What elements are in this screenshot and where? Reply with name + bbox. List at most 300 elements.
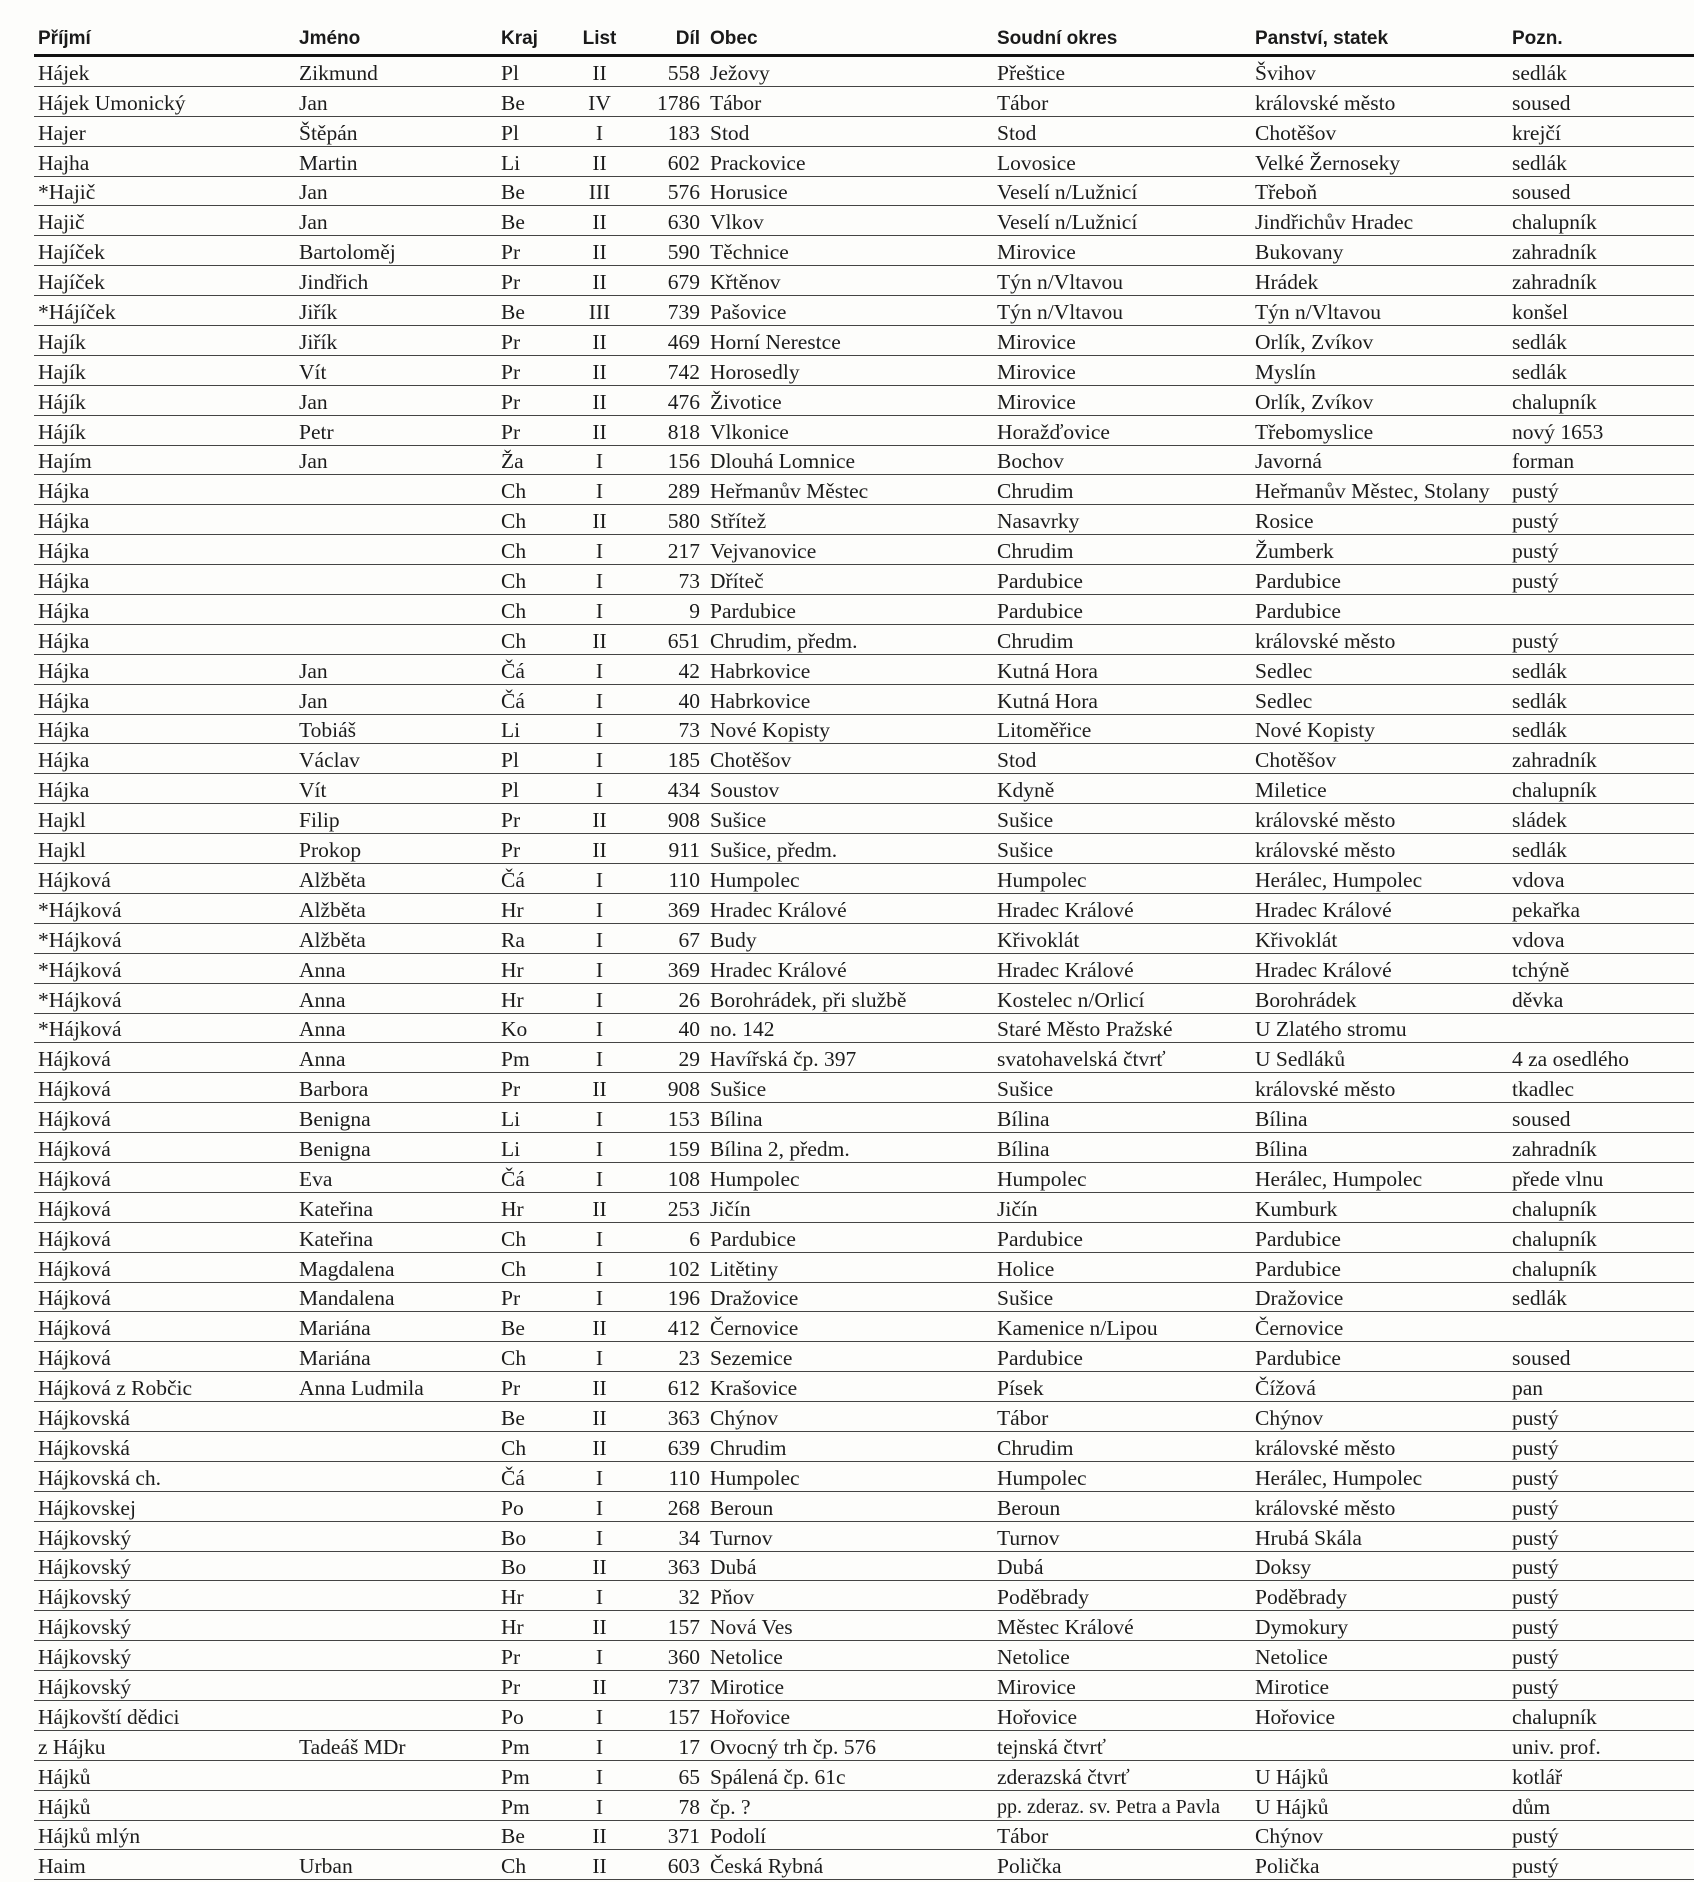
- table-row: [34, 1760, 1694, 1790]
- municipality-cell: Hořovice: [706, 1700, 993, 1730]
- district-cell: Pardubice: [993, 565, 1251, 595]
- municipality-cell: Prackovice: [706, 146, 993, 176]
- part-cell: 576: [631, 176, 706, 206]
- note-cell: soused: [1508, 176, 1694, 206]
- region-cell: Ch: [497, 1342, 568, 1372]
- municipality-cell: Bílina: [706, 1103, 993, 1133]
- surname-cell: Hájková: [34, 1342, 295, 1372]
- part-cell: 157: [631, 1700, 706, 1730]
- first-name-cell: Vít: [295, 774, 497, 804]
- estate-cell: Poděbrady: [1251, 1581, 1508, 1611]
- region-cell: Be: [497, 176, 568, 206]
- note-cell: [1508, 1013, 1694, 1043]
- surname-cell: *Hájíček: [34, 296, 295, 326]
- district-cell: Humpolec: [993, 1162, 1251, 1192]
- table-row: [34, 1730, 1694, 1760]
- district-cell: Bílina: [993, 1103, 1251, 1133]
- sheet-cell: II: [568, 505, 631, 535]
- table-row: [34, 1013, 1694, 1043]
- surname-cell: *Hájková: [34, 953, 295, 983]
- district-cell: Litoměřice: [993, 714, 1251, 744]
- sheet-cell: I: [568, 1730, 631, 1760]
- part-cell: 908: [631, 1073, 706, 1103]
- part-cell: 73: [631, 565, 706, 595]
- table-row: [34, 236, 1694, 266]
- estate-cell: Čížová: [1251, 1372, 1508, 1402]
- note-cell: sedlák: [1508, 1282, 1694, 1312]
- table-row: [34, 1581, 1694, 1611]
- table-row: [34, 1641, 1694, 1671]
- surname-cell: Hájek: [34, 56, 295, 87]
- part-cell: 108: [631, 1162, 706, 1192]
- part-cell: 580: [631, 505, 706, 535]
- table-row: [34, 1850, 1694, 1880]
- region-cell: Pm: [497, 1730, 568, 1760]
- district-cell: pp. zderaz. sv. Petra a Pavla: [993, 1790, 1251, 1820]
- note-cell: pan: [1508, 1372, 1694, 1402]
- municipality-cell: Chotěšov: [706, 744, 993, 774]
- note-cell: pustý: [1508, 1611, 1694, 1641]
- table-row: [34, 1252, 1694, 1282]
- part-cell: 156: [631, 445, 706, 475]
- table-row: [34, 535, 1694, 565]
- part-cell: 590: [631, 236, 706, 266]
- municipality-cell: Křtěnov: [706, 266, 993, 296]
- region-cell: Ch: [497, 595, 568, 625]
- surname-cell: Hájkovský: [34, 1581, 295, 1611]
- note-cell: nový 1653: [1508, 415, 1694, 445]
- municipality-cell: Beroun: [706, 1491, 993, 1521]
- first-name-cell: Anna: [295, 953, 497, 983]
- estate-cell: [1251, 1730, 1508, 1760]
- surname-cell: Hajer: [34, 116, 295, 146]
- municipality-cell: Turnov: [706, 1521, 993, 1551]
- first-name-cell: Martin: [295, 146, 497, 176]
- surname-cell: Hájkovskej: [34, 1491, 295, 1521]
- table-row: [34, 505, 1694, 535]
- first-name-cell: Alžběta: [295, 893, 497, 923]
- municipality-cell: Horosedly: [706, 355, 993, 385]
- municipality-cell: Habrkovice: [706, 654, 993, 684]
- note-cell: [1508, 1312, 1694, 1342]
- estate-cell: Křivoklát: [1251, 923, 1508, 953]
- region-cell: Hr: [497, 893, 568, 923]
- estate-cell: Chýnov: [1251, 1820, 1508, 1850]
- sheet-cell: I: [568, 953, 631, 983]
- municipality-cell: Chýnov: [706, 1402, 993, 1432]
- estate-cell: Chotěšov: [1251, 744, 1508, 774]
- part-cell: 558: [631, 56, 706, 87]
- district-cell: Pardubice: [993, 595, 1251, 625]
- estate-cell: Třeboň: [1251, 176, 1508, 206]
- sheet-cell: I: [568, 1103, 631, 1133]
- first-name-cell: Filip: [295, 804, 497, 834]
- region-cell: Čá: [497, 654, 568, 684]
- note-cell: sedlák: [1508, 56, 1694, 87]
- surname-cell: Hájková: [34, 1043, 295, 1073]
- region-cell: Ch: [497, 535, 568, 565]
- municipality-cell: Horusice: [706, 176, 993, 206]
- region-cell: Pr: [497, 834, 568, 864]
- table-row: [34, 445, 1694, 475]
- region-cell: Po: [497, 1700, 568, 1730]
- region-cell: Čá: [497, 864, 568, 894]
- part-cell: 78: [631, 1790, 706, 1820]
- note-cell: 4 za osedlého: [1508, 1043, 1694, 1073]
- estate-cell: Kumburk: [1251, 1192, 1508, 1222]
- surname-cell: Hájkovská: [34, 1402, 295, 1432]
- region-cell: Pm: [497, 1760, 568, 1790]
- part-cell: 217: [631, 535, 706, 565]
- estate-cell: Orlík, Zvíkov: [1251, 326, 1508, 356]
- first-name-cell: [295, 1431, 497, 1461]
- table-row: [34, 385, 1694, 415]
- first-name-cell: Mariána: [295, 1312, 497, 1342]
- estate-cell: Heřmanův Městec, Stolany: [1251, 475, 1508, 505]
- surname-cell: Hájkovský: [34, 1521, 295, 1551]
- sheet-cell: II: [568, 1402, 631, 1432]
- surname-cell: Hájka: [34, 684, 295, 714]
- sheet-cell: I: [568, 595, 631, 625]
- sheet-cell: II: [568, 1312, 631, 1342]
- district-cell: Sušice: [993, 1073, 1251, 1103]
- table-row: [34, 1551, 1694, 1581]
- district-cell: Mirovice: [993, 385, 1251, 415]
- table-row: [34, 1043, 1694, 1073]
- municipality-cell: Pašovice: [706, 296, 993, 326]
- table-row: [34, 744, 1694, 774]
- note-cell: sedlák: [1508, 654, 1694, 684]
- table-row: [34, 1820, 1694, 1850]
- sheet-cell: II: [568, 266, 631, 296]
- region-cell: Ch: [497, 1431, 568, 1461]
- region-cell: Be: [497, 86, 568, 116]
- sheet-cell: III: [568, 176, 631, 206]
- header-district: Soudní okres: [993, 26, 1251, 56]
- estate-cell: U Zlatého stromu: [1251, 1013, 1508, 1043]
- note-cell: forman: [1508, 445, 1694, 475]
- region-cell: Ch: [497, 475, 568, 505]
- surname-cell: Hájková: [34, 864, 295, 894]
- estate-cell: Hořovice: [1251, 1700, 1508, 1730]
- region-cell: Pl: [497, 56, 568, 87]
- district-cell: Sušice: [993, 804, 1251, 834]
- region-cell: Hr: [497, 1192, 568, 1222]
- table-row: [34, 654, 1694, 684]
- municipality-cell: Vlkonice: [706, 415, 993, 445]
- part-cell: 612: [631, 1372, 706, 1402]
- estate-cell: Mirotice: [1251, 1671, 1508, 1701]
- first-name-cell: Urban: [295, 1850, 497, 1880]
- table-row: [34, 1162, 1694, 1192]
- district-cell: Kutná Hora: [993, 654, 1251, 684]
- region-cell: Hr: [497, 1581, 568, 1611]
- header-region: Kraj: [497, 26, 568, 56]
- part-cell: 602: [631, 146, 706, 176]
- table-row: [34, 326, 1694, 356]
- note-cell: pustý: [1508, 1521, 1694, 1551]
- municipality-cell: Černovice: [706, 1312, 993, 1342]
- note-cell: soused: [1508, 1103, 1694, 1133]
- region-cell: Bo: [497, 1521, 568, 1551]
- table-row: [34, 1192, 1694, 1222]
- first-name-cell: Jan: [295, 86, 497, 116]
- table-row: [34, 1312, 1694, 1342]
- district-cell: Týn n/Vltavou: [993, 266, 1251, 296]
- surname-cell: Hájkovský: [34, 1611, 295, 1641]
- municipality-cell: Soustov: [706, 774, 993, 804]
- estate-cell: Rosice: [1251, 505, 1508, 535]
- region-cell: Ch: [497, 565, 568, 595]
- region-cell: Ch: [497, 1222, 568, 1252]
- estate-cell: Pardubice: [1251, 1222, 1508, 1252]
- sheet-cell: II: [568, 804, 631, 834]
- sheet-cell: II: [568, 415, 631, 445]
- sheet-cell: II: [568, 1551, 631, 1581]
- estate-cell: Herálec, Humpolec: [1251, 864, 1508, 894]
- first-name-cell: Jindřich: [295, 266, 497, 296]
- municipality-cell: Sušice, předm.: [706, 834, 993, 864]
- municipality-cell: Humpolec: [706, 864, 993, 894]
- region-cell: Čá: [497, 1162, 568, 1192]
- municipality-cell: Dubá: [706, 1551, 993, 1581]
- district-cell: Humpolec: [993, 1461, 1251, 1491]
- surname-cell: Hájka: [34, 774, 295, 804]
- header-surname: Příjmí: [34, 26, 295, 56]
- region-cell: Be: [497, 1820, 568, 1850]
- district-cell: Chrudim: [993, 475, 1251, 505]
- first-name-cell: Kateřina: [295, 1222, 497, 1252]
- estate-cell: Miletice: [1251, 774, 1508, 804]
- region-cell: Bo: [497, 1551, 568, 1581]
- part-cell: 183: [631, 116, 706, 146]
- surname-cell: *Hájková: [34, 923, 295, 953]
- estate-cell: Chýnov: [1251, 1402, 1508, 1432]
- region-cell: Pr: [497, 355, 568, 385]
- surname-cell: Hájka: [34, 654, 295, 684]
- estate-cell: U Hájků: [1251, 1790, 1508, 1820]
- part-cell: 67: [631, 923, 706, 953]
- table-row: [34, 595, 1694, 625]
- district-cell: Hořovice: [993, 1700, 1251, 1730]
- district-cell: Chrudim: [993, 624, 1251, 654]
- sheet-cell: I: [568, 654, 631, 684]
- district-cell: Bílina: [993, 1133, 1251, 1163]
- note-cell: vdova: [1508, 864, 1694, 894]
- first-name-cell: Jiřík: [295, 326, 497, 356]
- municipality-cell: Havířská čp. 397: [706, 1043, 993, 1073]
- first-name-cell: Anna: [295, 983, 497, 1013]
- surname-cell: Hájková: [34, 1133, 295, 1163]
- sheet-cell: I: [568, 1521, 631, 1551]
- sheet-cell: I: [568, 893, 631, 923]
- municipality-cell: Pardubice: [706, 595, 993, 625]
- first-name-cell: Mariána: [295, 1342, 497, 1372]
- region-cell: Ch: [497, 505, 568, 535]
- first-name-cell: Vít: [295, 355, 497, 385]
- region-cell: Li: [497, 1133, 568, 1163]
- table-row: [34, 1700, 1694, 1730]
- table-row: [34, 1611, 1694, 1641]
- surname-cell: Haim: [34, 1850, 295, 1880]
- note-cell: soused: [1508, 86, 1694, 116]
- note-cell: tchýně: [1508, 953, 1694, 983]
- part-cell: 23: [631, 1342, 706, 1372]
- note-cell: chalupník: [1508, 385, 1694, 415]
- part-cell: 102: [631, 1252, 706, 1282]
- district-cell: Týn n/Vltavou: [993, 296, 1251, 326]
- first-name-cell: Prokop: [295, 834, 497, 864]
- surname-cell: Hájka: [34, 565, 295, 595]
- surname-cell: *Hájková: [34, 1013, 295, 1043]
- sheet-cell: I: [568, 1013, 631, 1043]
- header-note: Pozn.: [1508, 26, 1694, 56]
- surname-cell: Hájka: [34, 595, 295, 625]
- note-cell: univ. prof.: [1508, 1730, 1694, 1760]
- part-cell: 6: [631, 1222, 706, 1252]
- first-name-cell: Jan: [295, 445, 497, 475]
- sheet-cell: I: [568, 774, 631, 804]
- district-cell: Veselí n/Lužnicí: [993, 176, 1251, 206]
- district-cell: Mirovice: [993, 236, 1251, 266]
- header-sheet: List: [568, 26, 631, 56]
- note-cell: sedlák: [1508, 355, 1694, 385]
- sheet-cell: I: [568, 1581, 631, 1611]
- sheet-cell: I: [568, 714, 631, 744]
- table-row: [34, 923, 1694, 953]
- estate-cell: královské město: [1251, 804, 1508, 834]
- estate-cell: Borohrádek: [1251, 983, 1508, 1013]
- municipality-cell: Horní Nerestce: [706, 326, 993, 356]
- part-cell: 434: [631, 774, 706, 804]
- first-name-cell: [295, 1671, 497, 1701]
- note-cell: pustý: [1508, 1641, 1694, 1671]
- sheet-cell: I: [568, 1461, 631, 1491]
- municipality-cell: Sezemice: [706, 1342, 993, 1372]
- part-cell: 412: [631, 1312, 706, 1342]
- municipality-cell: čp. ?: [706, 1790, 993, 1820]
- estate-cell: Bukovany: [1251, 236, 1508, 266]
- region-cell: Pr: [497, 1372, 568, 1402]
- part-cell: 65: [631, 1760, 706, 1790]
- surname-cell: *Hajič: [34, 176, 295, 206]
- note-cell: sedlák: [1508, 834, 1694, 864]
- district-cell: Bochov: [993, 445, 1251, 475]
- region-cell: Ch: [497, 624, 568, 654]
- records-table: [34, 26, 1694, 1880]
- district-cell: Staré Město Pražské: [993, 1013, 1251, 1043]
- sheet-cell: II: [568, 236, 631, 266]
- estate-cell: Dražovice: [1251, 1282, 1508, 1312]
- district-cell: Netolice: [993, 1641, 1251, 1671]
- municipality-cell: Sušice: [706, 1073, 993, 1103]
- surname-cell: Hájková: [34, 1192, 295, 1222]
- sheet-cell: II: [568, 1431, 631, 1461]
- municipality-cell: Podolí: [706, 1820, 993, 1850]
- municipality-cell: Hradec Králové: [706, 953, 993, 983]
- first-name-cell: Jan: [295, 176, 497, 206]
- surname-cell: *Hájková: [34, 983, 295, 1013]
- estate-cell: Chotěšov: [1251, 116, 1508, 146]
- note-cell: pustý: [1508, 1491, 1694, 1521]
- first-name-cell: [295, 1641, 497, 1671]
- part-cell: 742: [631, 355, 706, 385]
- district-cell: Městec Králové: [993, 1611, 1251, 1641]
- sheet-cell: I: [568, 475, 631, 505]
- note-cell: [1508, 595, 1694, 625]
- surname-cell: Hájek Umonický: [34, 86, 295, 116]
- district-cell: Kostelec n/Orlicí: [993, 983, 1251, 1013]
- municipality-cell: Mirotice: [706, 1671, 993, 1701]
- first-name-cell: [295, 1820, 497, 1850]
- estate-cell: Pardubice: [1251, 595, 1508, 625]
- district-cell: Mirovice: [993, 1671, 1251, 1701]
- note-cell: pustý: [1508, 1820, 1694, 1850]
- table-row: [34, 834, 1694, 864]
- table-row: [34, 146, 1694, 176]
- part-cell: 911: [631, 834, 706, 864]
- region-cell: Li: [497, 1103, 568, 1133]
- municipality-cell: Česká Rybná: [706, 1850, 993, 1880]
- region-cell: Hr: [497, 983, 568, 1013]
- estate-cell: Švihov: [1251, 56, 1508, 87]
- estate-cell: královské město: [1251, 86, 1508, 116]
- first-name-cell: Benigna: [295, 1103, 497, 1133]
- note-cell: pustý: [1508, 1551, 1694, 1581]
- note-cell: zahradník: [1508, 236, 1694, 266]
- sheet-cell: I: [568, 1252, 631, 1282]
- region-cell: Ch: [497, 1850, 568, 1880]
- estate-cell: U Hájků: [1251, 1760, 1508, 1790]
- estate-cell: Žumberk: [1251, 535, 1508, 565]
- first-name-cell: [295, 1611, 497, 1641]
- note-cell: kotlář: [1508, 1760, 1694, 1790]
- district-cell: Turnov: [993, 1521, 1251, 1551]
- estate-cell: královské město: [1251, 834, 1508, 864]
- estate-cell: Herálec, Humpolec: [1251, 1461, 1508, 1491]
- note-cell: sedlák: [1508, 326, 1694, 356]
- part-cell: 1786: [631, 86, 706, 116]
- first-name-cell: [295, 624, 497, 654]
- estate-cell: Hradec Králové: [1251, 953, 1508, 983]
- district-cell: Stod: [993, 744, 1251, 774]
- note-cell: konšel: [1508, 296, 1694, 326]
- note-cell: sedlák: [1508, 146, 1694, 176]
- note-cell: pustý: [1508, 1581, 1694, 1611]
- table-row: [34, 1790, 1694, 1820]
- estate-cell: královské město: [1251, 1073, 1508, 1103]
- surname-cell: Hajkl: [34, 834, 295, 864]
- note-cell: pekařka: [1508, 893, 1694, 923]
- note-cell: pustý: [1508, 1461, 1694, 1491]
- estate-cell: Doksy: [1251, 1551, 1508, 1581]
- table-row: [34, 116, 1694, 146]
- region-cell: Be: [497, 296, 568, 326]
- first-name-cell: Benigna: [295, 1133, 497, 1163]
- district-cell: Pardubice: [993, 1222, 1251, 1252]
- district-cell: svatohavelská čtvrť: [993, 1043, 1251, 1073]
- estate-cell: Orlík, Zvíkov: [1251, 385, 1508, 415]
- note-cell: sládek: [1508, 804, 1694, 834]
- first-name-cell: [295, 1581, 497, 1611]
- part-cell: 34: [631, 1521, 706, 1551]
- sheet-cell: I: [568, 1342, 631, 1372]
- district-cell: Kamenice n/Lipou: [993, 1312, 1251, 1342]
- note-cell: sedlák: [1508, 714, 1694, 744]
- sheet-cell: I: [568, 1700, 631, 1730]
- municipality-cell: Chrudim: [706, 1431, 993, 1461]
- sheet-cell: II: [568, 1820, 631, 1850]
